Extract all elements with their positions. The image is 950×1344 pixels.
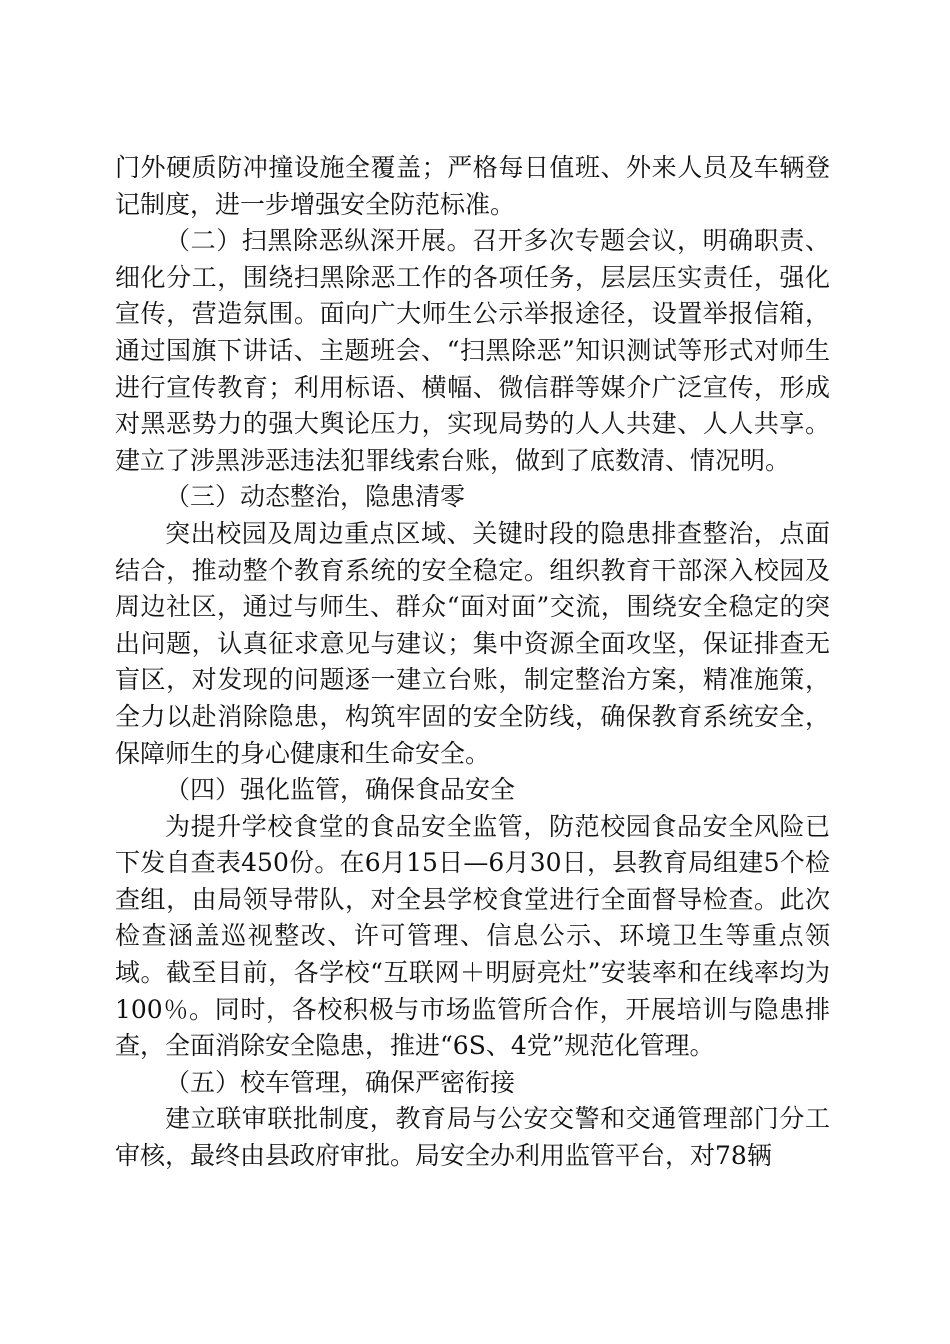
heading-section-3: （三）动态整治，隐患清零 [165, 482, 466, 512]
paragraph-section-4: 为提升学校食堂的食品安全监管，防范校园食品安全风险已下发自查表450份。在6月15日—6月30日，县教育局组建5个检查组，由局领导带队，对全县学校食堂进行全面督导检查。此次检查涵盖巡视整改、许可管理、信息公示、环境卫生等重点领域。截至目前，各学校“互联网＋明厨亮灶”安装率和在线率均为100％。同时，各校积极与市场监管所合作，开展培训与隐患排查，全面消除安全隐患，推进“6S、4党”规范化管理。 [115, 811, 830, 1061]
paragraph-section-2 [115, 223, 830, 479]
section-2-body: 召开多次专题会议，明确职责、细化分工，围绕扫黑除恶工作的各项任务，层层压实责任，强化宣传，营造氛围。面向广大师生公示举报途径，设置举报信箱，通过国旗下讲话、主题班会、“扫黑除恶”知识测试等形式对师生进行宣传教育；利用标语、横幅、微信群等媒介广泛宣传，形成对黑恶势力的强大舆论压力，实现局势的人人共建、人人共享。建立了涉黑涉恶违法犯罪线索台账，做到了底数清、情况明。 [115, 226, 830, 475]
paragraph-section-5: 建立联审联批制度，教育局与公安交警和交通管理部门分工审核，最终由县政府审批。局安全办利用监管平台，对78辆 [115, 1104, 830, 1171]
document-body [115, 150, 830, 1175]
section-2-lead: （二）扫黑除恶纵深开展。 [165, 226, 473, 256]
paragraph-intro: 门外硬质防冲撞设施全覆盖；严格每日值班、外来人员及车辆登记制度，进一步增强安全防范标准。 [115, 153, 830, 219]
heading-section-5: （五）校车管理，确保严密衔接 [165, 1067, 516, 1097]
heading-section-4: （四）强化监管，确保食品安全 [165, 775, 516, 805]
paragraph-section-3: 突出校园及周边重点区域、关键时段的隐患排查整治，点面结合，推动整个教育系统的安全稳定。组织教育干部深入校园及周边社区，通过与师生、群众“面对面”交流，围绕安全稳定的突出问题，认真征求意见与建议；集中资源全面攻坚，保证排查无盲区，对发现的问题逐一建立台账，制定整治方案，精准施策，全力以赴消除隐患，构筑牢固的安全防线，确保教育系统安全，保障师生的身心健康和生命安全。 [115, 518, 830, 768]
